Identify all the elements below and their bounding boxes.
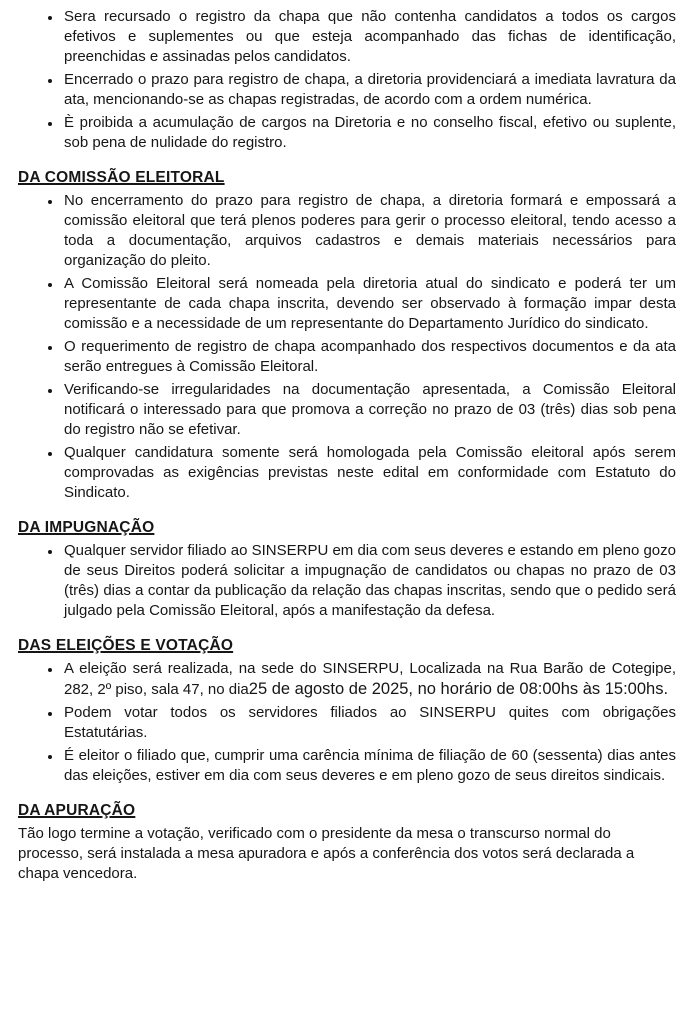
- bullet-text: Podem votar todos os servidores filiados ao SINSERPU quites com obrigações Estatutárias.: [64, 704, 676, 741]
- election-date-time-text: 25 de agosto de 2025, no horário de 08:00hs às 15:00hs.: [248, 680, 669, 698]
- eleicoes-bullet-list: [18, 659, 676, 786]
- bullet-item: [62, 191, 676, 271]
- bullet-text: No encerramento do prazo para registro de chapa, a diretoria formará e empossará a comissão eleitoral que terá plenos poderes para gerir o processo eleitoral, tendo acesso a toda a documentação, arquivos cadastros e demais materiais necessários para organização do pleito.: [64, 192, 676, 269]
- impugnacao-bullet-list: [18, 541, 676, 621]
- bullet-item: [62, 113, 676, 153]
- section-heading-impugnacao: DA IMPUGNAÇÃO: [18, 519, 155, 536]
- bullet-item: [62, 541, 676, 621]
- bullet-item: [62, 380, 676, 440]
- bullet-text: Qualquer servidor filiado ao SINSERPU em dia com seus deveres e estando em pleno gozo de seus Direitos poderá solicitar a impugnação de candidatos ou chapas no prazo de 03 (três) dias a contar da publicação da relação das chapas inscritas, sendo que o pedido será julgado pela Comissão Eleitoral, após a manifestação da defesa.: [64, 542, 676, 619]
- bullet-text: Sera recursado o registro da chapa que não contenha candidatos a todos os cargos efetivos e suplementes ou que esteja acompanhado das fichas de identificação, preenchidas e assinadas pelos candidatos.: [64, 8, 676, 65]
- bullet-text: Verificando-se irregularidades na documentação apresentada, a Comissão Eleitoral notificará o interessado para que promova a correção no prazo de 03 (três) dias sob pena do registro não se efetivar.: [64, 381, 676, 438]
- bullet-item: [62, 7, 676, 67]
- bullet-item: [62, 746, 676, 786]
- bullet-text: Qualquer candidatura somente será homologada pela Comissão eleitoral após serem comprovadas as exigências previstas neste edital em conformidade com Estatuto do Sindicato.: [64, 444, 676, 501]
- bullet-item: [62, 443, 676, 503]
- intro-bullet-list: [18, 7, 676, 153]
- section-heading-apuracao: DA APURAÇÃO: [18, 802, 136, 819]
- comissao-bullet-list: [18, 191, 676, 503]
- bullet-text: O requerimento de registro de chapa acompanhado dos respectivos documentos e da ata serão entregues à Comissão Eleitoral.: [64, 338, 676, 375]
- bullet-text: A Comissão Eleitoral será nomeada pela diretoria atual do sindicato e poderá ter um representante de cada chapa inscrita, devendo ser observado à formação impar desta comissão e a necessidade de um representante do Departamento Jurídico do sindicato.: [64, 275, 676, 332]
- apuracao-paragraph: Tão logo termine a votação, verificado com o presidente da mesa o transcurso normal do processo, será instalada a mesa apuradora e após a conferência dos votos será declarada a chapa vencedora.: [18, 825, 635, 882]
- bullet-text: È proibida a acumulação de cargos na Diretoria e no conselho fiscal, efetivo ou suplente, sob pena de nulidade do registro.: [64, 114, 676, 151]
- bullet-item: [62, 70, 676, 110]
- bullet-item: [62, 659, 676, 700]
- bullet-text: A eleição será realizada, na sede do SINSERPU, Localizada na Rua Barão de Cotegipe, 282, 2º piso, sala 47, no dia: [64, 660, 676, 698]
- section-heading-eleicoes-votacao: DAS ELEIÇÕES E VOTAÇÃO: [18, 637, 234, 654]
- section-heading-comissao-eleitoral: DA COMISSÃO ELEITORAL: [18, 169, 225, 186]
- bullet-item: [62, 703, 676, 743]
- bullet-text: É eleitor o filiado que, cumprir uma carência mínima de filiação de 60 (sessenta) dias antes das eleições, estiver em dia com seus deveres e em pleno gozo de seus direitos sindicais.: [64, 747, 676, 784]
- bullet-item: [62, 337, 676, 377]
- bullet-text: Encerrado o prazo para registro de chapa, a diretoria providenciará a imediata lavratura da ata, mencionando-se as chapas registradas, de acordo com a ordem numérica.: [64, 71, 676, 108]
- bullet-item: [62, 274, 676, 334]
